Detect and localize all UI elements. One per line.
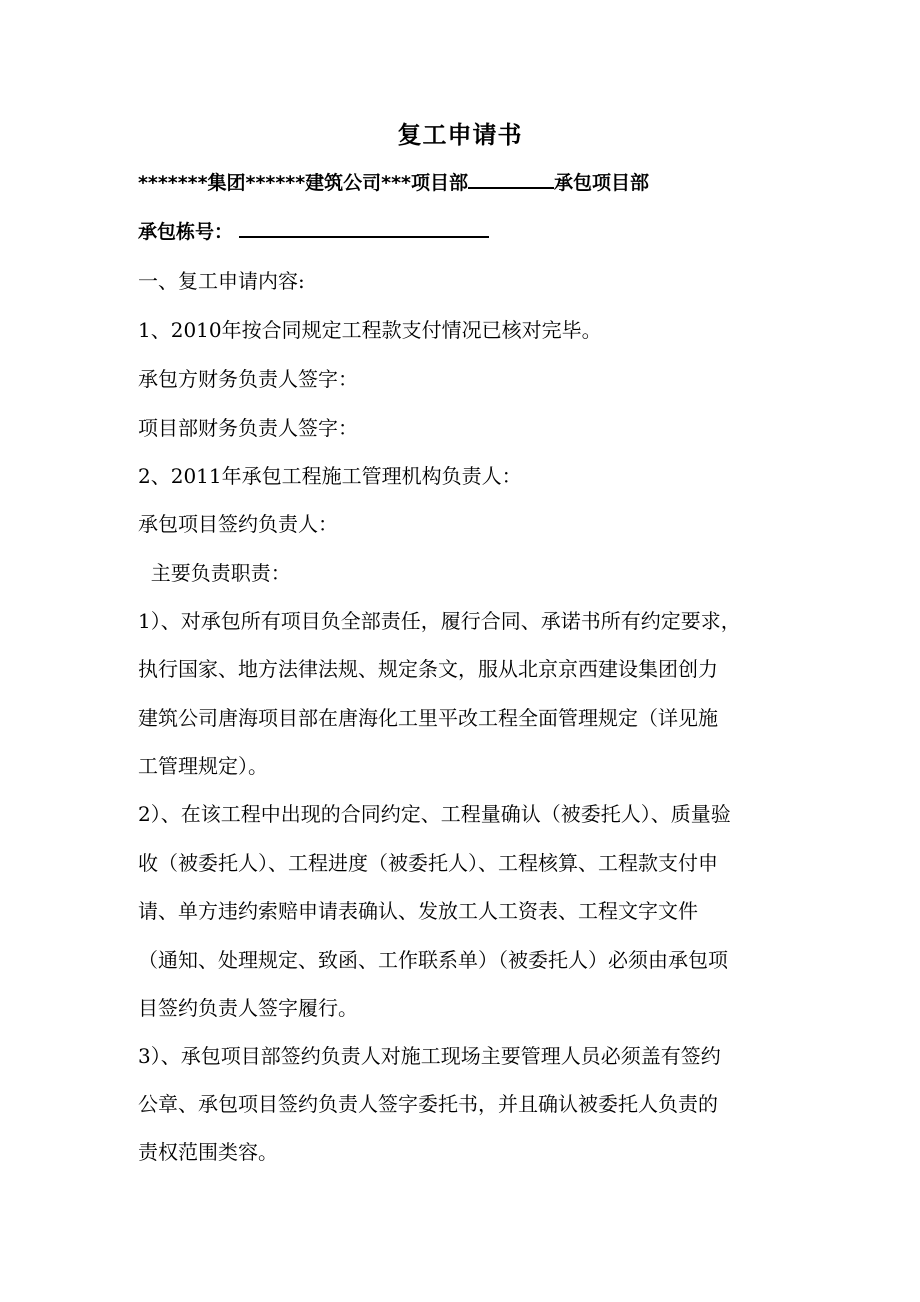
building-line xyxy=(138,217,788,247)
duty-1-line-4: 工管理规定）。 xyxy=(138,754,268,778)
header-line xyxy=(138,168,788,198)
duty-2-line-4: （通知、处理规定、致函、工作联系单）（被委托人）必须由承包项 xyxy=(138,948,728,972)
duty-3-line-1: 3）、承包项目部签约负责人对施工现场主要管理人员必须盖有签约 xyxy=(138,1044,721,1068)
duty-3-line-2: 公章、承包项目签约负责人签字委托书，并且确认被委托人负责的 xyxy=(138,1092,718,1116)
duty-1-line-2: 执行国家、地方法律法规、规定条文，服从北京京西建设集团创力 xyxy=(138,657,718,681)
project-finance-sign: 项目部财务负责人签字： xyxy=(138,416,358,440)
building-number-blank xyxy=(239,235,489,238)
contract-signer: 承包项目签约负责人： xyxy=(138,512,338,536)
duty-2-line-1: 2）、在该工程中出现的合同约定、工程量确认（被委托人）、质量验 xyxy=(138,802,731,826)
duties-heading: 主要负责职责： xyxy=(138,561,291,585)
duty-1-line-3: 建筑公司唐海项目部在唐海化工里平改工程全面管理规定（详见施 xyxy=(138,706,718,730)
duty-1-line-1: 1）、对承包所有项目负全部责任，履行合同、承诺书所有约定要求， xyxy=(138,609,741,633)
header-organization: *******集团******建筑公司***项目部 xyxy=(138,172,468,194)
item-2: 2、2011年承包工程施工管理机构负责人： xyxy=(138,464,522,488)
building-label: 承包栋号： xyxy=(138,221,234,243)
duty-2-line-2: 收（被委托人）、工程进度（被委托人）、工程核算、工程款支付申 xyxy=(138,851,718,875)
item-1: 1、2010年按合同规定工程款支付情况已核对完毕。 xyxy=(138,318,602,342)
document-title: 复工申请书 xyxy=(397,121,523,149)
duty-2-line-3: 请、单方违约索赔申请表确认、发放工人工资表、工程文字文件 xyxy=(138,899,698,923)
header-blank xyxy=(468,186,554,189)
duty-2-line-5: 目签约负责人签字履行。 xyxy=(138,996,358,1020)
duty-3-line-3: 责权范围类容。 xyxy=(138,1140,278,1164)
contractor-finance-sign: 承包方财务负责人签字： xyxy=(138,367,358,391)
header-suffix: 承包项目部 xyxy=(553,172,649,194)
section-heading: 一、复工申请内容: xyxy=(138,269,305,293)
